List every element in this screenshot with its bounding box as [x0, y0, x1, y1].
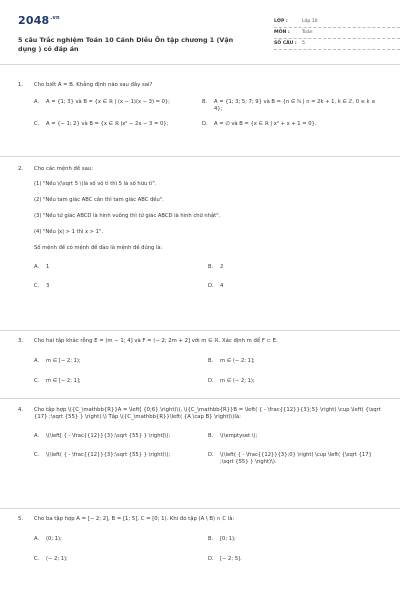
- statement-list: [34, 181, 382, 252]
- question-number: 2.: [18, 166, 24, 172]
- meta-row-class: [274, 17, 400, 28]
- statement-item: (3) "Nếu tứ giác ABCD là hình vuông thì tứ giác ABCD là hình chữ nhật".: [34, 213, 221, 220]
- divider: [0, 508, 400, 509]
- option-d[interactable]: D. A = ∅ và B = {x ∈ ℝ | x² + x + 1 = 0}.: [202, 121, 317, 128]
- option-c[interactable]: C. \(\left( { - \frac{{12}}{3};\sqrt {55} } \right)\);: [34, 452, 171, 459]
- logo-tld: .vn: [50, 15, 60, 22]
- option-a[interactable]: A. (0; 1);: [34, 536, 62, 543]
- question-2: [18, 166, 382, 298]
- question-number: 1.: [18, 82, 24, 88]
- option-a[interactable]: A. A = {1; 3} và B = {x ∈ ℝ | (x − 1)(x − 3) = 0};: [34, 99, 171, 106]
- option-b[interactable]: B. A = {1; 3; 5; 7; 9} và B = {n ∈ ℕ | n = 2k + 1, k ∈ ℤ, 0 ≤ k ≤ 4};: [202, 99, 376, 113]
- document-title: 5 câu Trắc nghiệm Toán 10 Cánh Diều Ôn tập chương 1 (Vận dụng ) có đáp án: [18, 36, 234, 53]
- option-a[interactable]: A. m ∈ [− 2; 1);: [34, 358, 81, 365]
- option-b[interactable]: B. \(\emptyset \);: [208, 433, 258, 440]
- question-4: [18, 407, 382, 474]
- option-b[interactable]: B. 2: [208, 264, 224, 271]
- question-5: [18, 516, 382, 571]
- logo-main: 2048: [18, 14, 50, 27]
- question-stem: Cho tập hợp \({C_\mathbb{R}}A = \left[ {0;6} \right)\), \({C_\mathbb{R}}B = \left( { - \frac{{12}}{3};5} \right) \cup \left( {\sqrt {17} ;\sqrt {55} } \right).\) Tập \({C_\mathbb{R}}\left( {A \cap B} \right)\)là:: [34, 407, 381, 421]
- option-a[interactable]: A. 1: [34, 264, 50, 271]
- divider: [0, 330, 400, 331]
- question-3: [18, 338, 382, 393]
- option-d[interactable]: D. m ∈ (− 2; 1);: [208, 378, 255, 385]
- option-c[interactable]: C. (− 2; 1);: [34, 556, 68, 563]
- option-c[interactable]: C. 3: [34, 283, 50, 290]
- statement-item: (1) "Nếu \(\sqrt 5 \)là số vô tỉ thì 5 là số hữu tỉ".: [34, 181, 157, 188]
- question-1: [18, 82, 382, 136]
- meta-row-count: [274, 39, 400, 50]
- question-stem: Cho các mệnh đề sau:: [34, 166, 94, 172]
- question-number: 3.: [18, 338, 24, 344]
- meta-value: 5: [302, 40, 305, 46]
- meta-value: Lớp 10: [302, 18, 318, 24]
- meta-label: SỐ CÂU :: [274, 40, 297, 46]
- meta-label: LỚP :: [274, 18, 288, 24]
- question-stem: Cho biết A = B. Khẳng định nào sau đây sai?: [34, 82, 153, 88]
- question-stem: Cho ba tập hợp A = [− 2; 2], B = [1; 5], C = [0; 1). Khi đó tập (A \ B) ∩ C là:: [34, 516, 235, 522]
- option-c[interactable]: C. A = {− 1; 2} và B = {x ∈ ℝ |x² − 2x − 3 = 0};: [34, 121, 169, 128]
- question-number: 5.: [18, 516, 24, 522]
- option-a[interactable]: A. \(\left[ { - \frac{{12}}{3};\sqrt {55} } \right]\);: [34, 433, 171, 440]
- divider: [0, 156, 400, 157]
- statement-item: (2) "Nếu tam giác ABC cân thì tam giác ABC đều".: [34, 197, 164, 204]
- option-b[interactable]: B. [0; 1);: [208, 536, 236, 543]
- divider: [0, 64, 400, 65]
- option-d[interactable]: D. [− 2; 5].: [208, 556, 242, 563]
- question-stem: Cho hai tập khác rỗng E = (m − 1; 4] và F = (− 2; 2m + 2] với m ∈ ℝ. Xác định m để F ⊂ E.: [34, 338, 278, 344]
- meta-label: MÔN :: [274, 29, 290, 35]
- question-number: 4.: [18, 407, 24, 413]
- option-d[interactable]: D. 4: [208, 283, 224, 290]
- option-d[interactable]: D. \(\left( { - \frac{{12}}{3};0} \right) \cup \left( {\sqrt {17} ;\sqrt {55} } \right)\).: [208, 452, 372, 466]
- statement-prompt: Số mệnh đề có mệnh đề đảo là mệnh đề đúng là:: [34, 245, 163, 252]
- page-header: [18, 14, 382, 58]
- statement-item: (4) "Nếu |x| > 1 thì x > 1".: [34, 229, 104, 236]
- meta-value: Toán: [302, 29, 313, 35]
- meta-row-subject: [274, 28, 400, 39]
- divider: [0, 398, 400, 399]
- option-c[interactable]: C. m ∈ [− 2; 1];: [34, 378, 81, 385]
- site-logo[interactable]: [18, 14, 60, 29]
- meta-box: [274, 17, 400, 50]
- option-b[interactable]: B. m ∈ (− 2; 1];: [208, 358, 255, 365]
